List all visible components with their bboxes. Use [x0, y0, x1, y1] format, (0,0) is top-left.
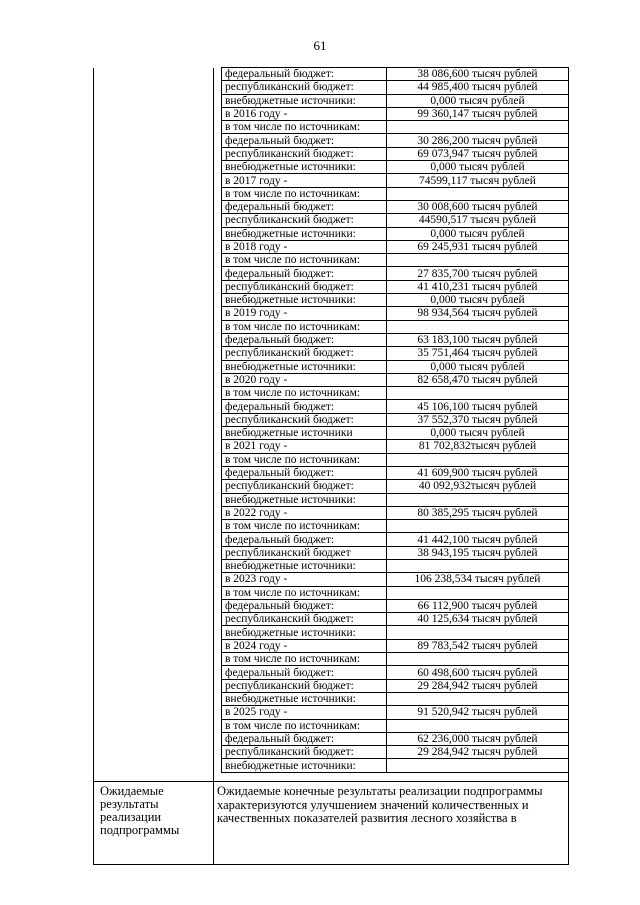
row-label: федеральный бюджет: — [222, 599, 387, 612]
table-row — [222, 347, 569, 360]
table-row — [222, 121, 569, 134]
table-row — [222, 94, 569, 107]
row-value: 41 609,900 тысяч рублей — [387, 466, 569, 479]
row-value: 30 286,200 тысяч рублей — [387, 134, 569, 147]
table-row — [222, 280, 569, 293]
table-row — [222, 360, 569, 373]
table-row — [222, 493, 569, 506]
row-label: республиканский бюджет: — [222, 613, 387, 626]
row-value: 45 106,100 тысяч рублей — [387, 400, 569, 413]
table-row — [222, 719, 569, 732]
row-label: внебюджетные источники — [222, 427, 387, 440]
row-value: 69 073,947 тысяч рублей — [387, 147, 569, 160]
row-label: внебюджетные источники: — [222, 161, 387, 174]
row-value: 40 092,932тысяч рублей — [387, 480, 569, 493]
row-value: 0,000 тысяч рублей — [387, 360, 569, 373]
table-row — [222, 294, 569, 307]
table-row — [222, 267, 569, 280]
table-row — [222, 480, 569, 493]
table-row — [222, 387, 569, 400]
table-row — [222, 134, 569, 147]
row-value: 62 236,000 тысяч рублей — [387, 732, 569, 745]
table-row — [222, 333, 569, 346]
row-label: в 2019 году - — [222, 307, 387, 320]
row-label: внебюджетные источники: — [222, 227, 387, 240]
row-label: в том числе по источникам: — [222, 719, 387, 732]
row-value: 30 008,600 тысяч рублей — [387, 200, 569, 213]
row-value: 0,000 тысяч рублей — [387, 227, 569, 240]
row-label: федеральный бюджет: — [222, 333, 387, 346]
table-row — [222, 666, 569, 679]
row-value — [387, 692, 569, 705]
row-value: 0,000 тысяч рублей — [387, 427, 569, 440]
table-row — [222, 506, 569, 519]
row-label: в 2017 году - — [222, 174, 387, 187]
table-row — [222, 413, 569, 426]
row-value: 0,000 тысяч рублей — [387, 94, 569, 107]
table-row — [222, 679, 569, 692]
table-row — [222, 573, 569, 586]
table-row — [222, 639, 569, 652]
row-value: 29 284,942 тысяч рублей — [387, 746, 569, 759]
row-value: 44590,517 тысяч рублей — [387, 214, 569, 227]
row-label: в том числе по источникам: — [222, 586, 387, 599]
row-value: 81 702,832тысяч рублей — [387, 440, 569, 453]
table-row — [222, 254, 569, 267]
row-value: 35 751,464 тысяч рублей — [387, 347, 569, 360]
table-row — [222, 546, 569, 559]
row-label: республиканский бюджет: — [222, 413, 387, 426]
row-label: федеральный бюджет: — [222, 68, 387, 81]
row-value: 74599,117 тысяч рублей — [387, 174, 569, 187]
table-row — [222, 187, 569, 200]
row-label: в 2022 году - — [222, 506, 387, 519]
table-row — [222, 214, 569, 227]
row-value: 106 238,534 тысяч рублей — [387, 573, 569, 586]
row-label: республиканский бюджет: — [222, 679, 387, 692]
row-value: 0,000 тысяч рублей — [387, 294, 569, 307]
table-row — [222, 520, 569, 533]
row-value: 27 835,700 тысяч рублей — [387, 267, 569, 280]
table-row — [222, 68, 569, 81]
row-value: 29 284,942 тысяч рублей — [387, 679, 569, 692]
table-row — [222, 373, 569, 386]
table-row — [222, 732, 569, 745]
row-value: 37 552,370 тысяч рублей — [387, 413, 569, 426]
table-row — [222, 759, 569, 772]
row-label: республиканский бюджет: — [222, 280, 387, 293]
table-row — [222, 147, 569, 160]
table-row — [222, 161, 569, 174]
row-value: 98 934,564 тысяч рублей — [387, 307, 569, 320]
table-row — [222, 427, 569, 440]
row-label: в 2025 году - — [222, 706, 387, 719]
row-label: республиканский бюджет: — [222, 214, 387, 227]
row-label: федеральный бюджет: — [222, 732, 387, 745]
page-number: 61 — [313, 38, 327, 53]
row-label: федеральный бюджет: — [222, 666, 387, 679]
row-value: 82 658,470 тысяч рублей — [387, 373, 569, 386]
table-row — [222, 400, 569, 413]
table-row — [222, 453, 569, 466]
row-label: в том числе по источникам: — [222, 121, 387, 134]
row-value: 0,000 тысяч рублей — [387, 161, 569, 174]
table-row — [222, 320, 569, 333]
table-row — [222, 613, 569, 626]
row-value: 80 385,295 тысяч рублей — [387, 506, 569, 519]
table-row — [222, 586, 569, 599]
row-value: 41 410,231 тысяч рублей — [387, 280, 569, 293]
table-row — [222, 240, 569, 253]
row-label: внебюджетные источники: — [222, 493, 387, 506]
row-label: внебюджетные источники: — [222, 759, 387, 772]
row-label: внебюджетные источники: — [222, 94, 387, 107]
table-row — [222, 307, 569, 320]
row-label: федеральный бюджет: — [222, 466, 387, 479]
row-value: 99 360,147 тысяч рублей — [387, 107, 569, 120]
row-label: внебюджетные источники: — [222, 294, 387, 307]
row-label: федеральный бюджет: — [222, 400, 387, 413]
row-label: федеральный бюджет: — [222, 267, 387, 280]
results-text: Ожидаемые конечные результаты реализации подпрограммы характеризуются улучшением значений количественных и качественных показателей развития лесного хозяйства в — [217, 784, 543, 825]
row-label: в 2016 году - — [222, 107, 387, 120]
row-label: республиканский бюджет: — [222, 347, 387, 360]
row-label: в 2024 году - — [222, 639, 387, 652]
row-label: в том числе по источникам: — [222, 320, 387, 333]
row-label: республиканский бюджет: — [222, 746, 387, 759]
row-value: 69 245,931 тысяч рублей — [387, 240, 569, 253]
row-label: в том числе по источникам: — [222, 254, 387, 267]
row-value — [387, 759, 569, 772]
section-divider — [93, 781, 569, 782]
row-label: федеральный бюджет: — [222, 533, 387, 546]
financing-table — [221, 67, 569, 773]
results-label: Ожидаемые результаты реализации подпрограммы — [100, 784, 180, 837]
table-row — [222, 81, 569, 94]
row-label: внебюджетные источники: — [222, 559, 387, 572]
row-label: республиканский бюджет: — [222, 147, 387, 160]
row-value: 66 112,900 тысяч рублей — [387, 599, 569, 612]
table-row — [222, 107, 569, 120]
table-row — [222, 174, 569, 187]
row-label: в том числе по источникам: — [222, 387, 387, 400]
table-row — [222, 626, 569, 639]
row-label: в том числе по источникам: — [222, 520, 387, 533]
row-value: 40 125,634 тысяч рублей — [387, 613, 569, 626]
row-label: внебюджетные источники: — [222, 360, 387, 373]
table-row — [222, 533, 569, 546]
row-label: внебюджетные источники: — [222, 626, 387, 639]
row-value: 89 783,542 тысяч рублей — [387, 639, 569, 652]
row-value — [387, 493, 569, 506]
row-value: 60 498,600 тысяч рублей — [387, 666, 569, 679]
row-label: в 2018 году - — [222, 240, 387, 253]
row-value: 38 086,600 тысяч рублей — [387, 68, 569, 81]
row-label: республиканский бюджет — [222, 546, 387, 559]
row-label: внебюджетные источники: — [222, 692, 387, 705]
row-value: 63 183,100 тысяч рублей — [387, 333, 569, 346]
table-row — [222, 653, 569, 666]
table-row — [222, 227, 569, 240]
row-label: в том числе по источникам: — [222, 653, 387, 666]
row-label: республиканский бюджет: — [222, 480, 387, 493]
table-row — [222, 559, 569, 572]
row-label: в том числе по источникам: — [222, 187, 387, 200]
row-value: 91 520,942 тысяч рублей — [387, 706, 569, 719]
row-label: в 2020 году - — [222, 373, 387, 386]
row-label: федеральный бюджет: — [222, 200, 387, 213]
row-label: в том числе по источникам: — [222, 453, 387, 466]
row-value: 38 943,195 тысяч рублей — [387, 546, 569, 559]
table-row — [222, 440, 569, 453]
row-label: в 2023 году - — [222, 573, 387, 586]
column-divider — [213, 68, 214, 865]
table-row — [222, 746, 569, 759]
row-label: республиканский бюджет: — [222, 81, 387, 94]
table-row — [222, 200, 569, 213]
row-value: 44 985,400 тысяч рублей — [387, 81, 569, 94]
table-row — [222, 692, 569, 705]
table-row — [222, 466, 569, 479]
table-row — [222, 706, 569, 719]
row-label: федеральный бюджет: — [222, 134, 387, 147]
row-label: в 2021 году - — [222, 440, 387, 453]
row-value: 41 442,100 тысяч рублей — [387, 533, 569, 546]
table-row — [222, 599, 569, 612]
